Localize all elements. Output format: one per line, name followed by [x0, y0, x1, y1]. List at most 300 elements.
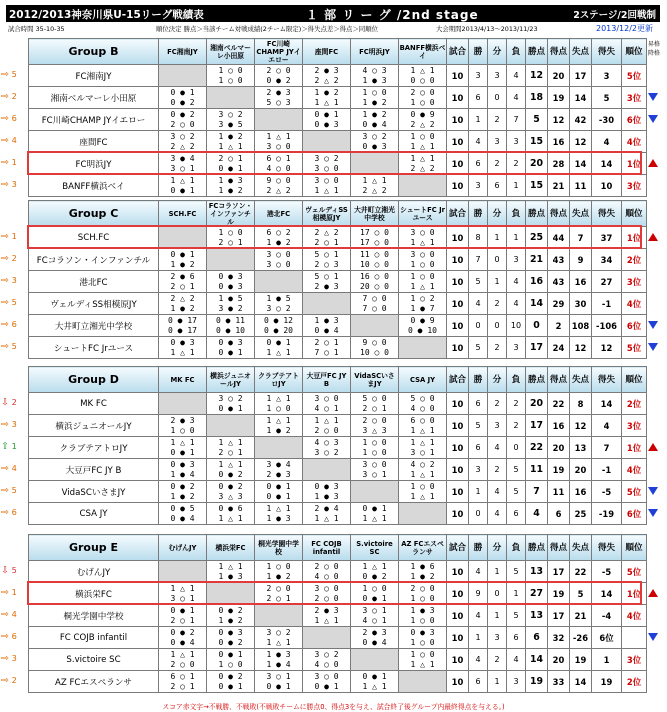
stat-goals-against: 108 — [570, 315, 592, 337]
team-row — [29, 481, 647, 503]
match-result-cell: 0 ● 3 0 ● 2 — [207, 627, 255, 649]
stat-goals-for: 21 — [548, 175, 570, 197]
stat-games: 10 — [447, 649, 469, 671]
promotion-triangle-icon — [648, 443, 658, 451]
column-header-stat: 負 — [507, 201, 526, 227]
team-name: 桐光学園中学校 — [29, 605, 159, 627]
stat-goals-against: 17 — [570, 65, 592, 87]
stat-points: 18 — [526, 87, 548, 109]
column-header-team: クラブテアトロJY — [255, 367, 303, 393]
movement-indicator — [1, 319, 23, 331]
stat-wins: 5 — [469, 337, 488, 359]
self-match-cell — [159, 65, 207, 87]
arrow-down-icon: ⇩ — [1, 397, 9, 408]
stat-points: 20 — [526, 393, 548, 415]
column-header-stat: 負 — [507, 367, 526, 393]
stat-losses: 1 — [507, 175, 526, 197]
self-match-cell — [303, 293, 351, 315]
previous-rank: 6 — [11, 507, 17, 517]
column-header-team: ヴェルディSS相模原JY — [303, 201, 351, 227]
match-result-cell: 0 ● 1 1 ○ 0 — [207, 649, 255, 671]
movement-indicator — [1, 565, 23, 577]
movement-indicator — [1, 397, 23, 409]
team-name: ヴェルディSS相模原JY — [29, 293, 159, 315]
column-header-stat: 勝 — [469, 201, 488, 227]
stat-losses: 5 — [507, 459, 526, 481]
stat-games: 10 — [447, 503, 469, 525]
self-match-cell — [351, 649, 399, 671]
match-result-cell: 0 ● 1 1 △ 1 — [351, 671, 399, 693]
relegation-triangle-icon — [648, 633, 658, 641]
stat-goals-for: 19 — [548, 583, 570, 605]
stat-wins: 8 — [469, 227, 488, 249]
title-right: 2ステージ/2回戦制 — [573, 10, 656, 21]
relegation-triangle-icon — [648, 487, 658, 495]
match-result-cell: 1 △ 1 1 ● 3 — [255, 503, 303, 525]
stat-goals-against: 42 — [570, 109, 592, 131]
stat-goal-diff: 12 — [592, 337, 622, 359]
stat-losses: 6 — [507, 503, 526, 525]
column-header-stat: 得失 — [592, 367, 622, 393]
stat-rank: 5位 — [622, 337, 647, 359]
stat-draws: 2 — [488, 649, 507, 671]
stat-points: 6 — [526, 627, 548, 649]
column-header-stat: 得点 — [548, 39, 570, 65]
stat-wins: 4 — [469, 605, 488, 627]
column-header-stat: 得点 — [548, 535, 570, 561]
stat-draws: 1 — [488, 271, 507, 293]
previous-rank: 3 — [11, 275, 17, 285]
stat-games: 10 — [447, 561, 469, 583]
match-result-cell: 3 ○ 1 4 ○ 1 — [351, 605, 399, 627]
match-result-cell: 0 ● 1 0 ● 3 — [303, 109, 351, 131]
stat-losses: 2 — [507, 153, 526, 175]
arrow-right-icon: ⇨ — [1, 113, 9, 124]
stat-draws: 2 — [488, 459, 507, 481]
column-header-stat: 順位 — [622, 39, 647, 65]
period: 大会期間2013/4/13〜2013/11/23 — [436, 25, 538, 33]
stat-goals-for: 29 — [548, 293, 570, 315]
stat-goals-for: 6 — [548, 503, 570, 525]
stat-points: 20 — [526, 153, 548, 175]
arrow-right-icon: ⇨ — [1, 319, 9, 330]
stat-losses: 2 — [507, 393, 526, 415]
info-bar — [6, 23, 660, 35]
group-table — [28, 200, 647, 359]
match-result-cell: 3 ● 4 3 ○ 1 — [159, 153, 207, 175]
movement-indicator — [1, 275, 23, 287]
match-result-cell: 2 ○ 1 0 ● 1 — [207, 153, 255, 175]
team-name: FC COJB infantil — [29, 627, 159, 649]
stat-wins: 6 — [469, 153, 488, 175]
match-result-cell: 0 ● 2 0 ● 1 — [207, 671, 255, 693]
stat-points: 25 — [526, 227, 548, 249]
stat-wins: 7 — [469, 249, 488, 271]
stat-goals-for: 16 — [548, 131, 570, 153]
match-result-cell: 3 ○ 0 0 ● 1 — [303, 671, 351, 693]
column-header-stat: 勝点 — [526, 39, 548, 65]
stat-games: 10 — [447, 65, 469, 87]
arrow-right-icon: ⇨ — [1, 609, 9, 620]
match-result-cell: 2 ● 4 1 △ 1 — [303, 503, 351, 525]
team-row — [29, 131, 647, 153]
column-header-stat: 負 — [507, 39, 526, 65]
column-header-stat: 失点 — [570, 201, 592, 227]
stat-goal-diff: -4 — [592, 605, 622, 627]
stat-goals-against: 16 — [570, 271, 592, 293]
match-result-cell: 2 ○ 0 1 ○ 0 — [399, 583, 447, 605]
stat-rank: 3位 — [622, 271, 647, 293]
stat-goals-for: 12 — [548, 109, 570, 131]
team-name: S.victoire SC — [29, 649, 159, 671]
team-name: FCコラソン・インファンチル — [29, 249, 159, 271]
previous-rank: 6 — [11, 113, 17, 123]
team-name: 大井町立湘光中学校 — [29, 315, 159, 337]
stat-goals-for: 24 — [548, 337, 570, 359]
column-header-stat: 分 — [488, 39, 507, 65]
self-match-cell — [159, 561, 207, 583]
column-header-team: シュートFC Jrユース — [399, 201, 447, 227]
match-result-cell: 1 ○ 2 1 ● 7 — [399, 293, 447, 315]
stat-goals-against: 14 — [570, 87, 592, 109]
self-match-cell — [351, 153, 399, 175]
stat-points: 19 — [526, 671, 548, 693]
match-result-cell: 1 △ 1 2 ○ 1 — [207, 437, 255, 459]
match-result-cell: 0 ● 5 0 ● 4 — [159, 503, 207, 525]
stat-goals-for: 43 — [548, 249, 570, 271]
stat-wins: 1 — [469, 481, 488, 503]
team-row — [29, 153, 647, 175]
stat-wins: 5 — [469, 415, 488, 437]
title-center: １ 部 リ ー グ /2nd stage — [306, 8, 479, 22]
column-header-stat: 得失 — [592, 535, 622, 561]
team-row — [29, 459, 647, 481]
column-header-stat: 勝点 — [526, 201, 548, 227]
column-header-team: 湘南ベルマーレ小田原 — [207, 39, 255, 65]
stat-goals-for: 20 — [548, 65, 570, 87]
match-result-cell: 1 △ 1 3 ○ 1 — [399, 437, 447, 459]
stat-losses: 4 — [507, 87, 526, 109]
stat-rank — [622, 627, 647, 649]
promotion-triangle-icon — [648, 159, 658, 167]
stat-draws: 1 — [488, 671, 507, 693]
column-header-stat: 分 — [488, 367, 507, 393]
group-name: Group B — [29, 39, 159, 65]
previous-rank: 3 — [11, 653, 17, 663]
match-result-cell: 2 ○ 0 2 ○ 1 — [255, 583, 303, 605]
stat-rank: 3位 — [622, 415, 647, 437]
match-result-cell: 0 ● 3 0 ● 3 — [207, 271, 255, 293]
self-match-cell — [399, 337, 447, 359]
stat-draws: 2 — [488, 153, 507, 175]
updated-date: 2013/12/2更新 — [596, 24, 654, 33]
column-header-team: MK FC — [159, 367, 207, 393]
stat-rank: 4位 — [622, 131, 647, 153]
column-header-stat: 得失 — [592, 201, 622, 227]
stat-points: 17 — [526, 337, 548, 359]
match-result-cell: 1 ● 5 3 ● 2 — [207, 293, 255, 315]
group-table — [28, 534, 647, 693]
stat-points: 12 — [526, 65, 548, 87]
stat-losses: 4 — [507, 293, 526, 315]
match-result-cell: 2 △ 2 2 ○ 1 — [303, 227, 351, 249]
match-result-cell: 2 △ 2 1 ● 2 — [159, 293, 207, 315]
stat-losses: 4 — [507, 649, 526, 671]
team-row — [29, 271, 647, 293]
stat-draws: 3 — [488, 415, 507, 437]
column-header-stat: 得失 — [592, 39, 622, 65]
stat-goal-diff: 3 — [592, 65, 622, 87]
match-result-cell: 1 ● 6 1 ● 2 — [399, 561, 447, 583]
stat-draws: 4 — [488, 437, 507, 459]
stat-losses: 5 — [507, 481, 526, 503]
match-result-cell: 0 ● 2 0 ● 4 — [159, 627, 207, 649]
stat-goals-for: 43 — [548, 271, 570, 293]
column-header-team: SCH.FC — [159, 201, 207, 227]
previous-rank: 2 — [11, 253, 17, 263]
stat-draws: 0 — [488, 87, 507, 109]
stat-rank: 6位 — [622, 109, 647, 131]
stat-goals-against: 22 — [570, 561, 592, 583]
column-header-stat: 勝点 — [526, 535, 548, 561]
stat-goals-for: 17 — [548, 605, 570, 627]
team-row — [29, 65, 647, 87]
arrow-right-icon: ⇨ — [1, 463, 9, 474]
match-result-cell: 3 ○ 2 3 ● 5 — [207, 109, 255, 131]
stat-goals-against: 12 — [570, 415, 592, 437]
stat-goals-against: 20 — [570, 459, 592, 481]
previous-rank: 2 — [11, 91, 17, 101]
match-result-cell: 0 ● 9 2 △ 2 — [399, 109, 447, 131]
stat-losses: 4 — [507, 271, 526, 293]
column-header-team: 座間FC — [303, 39, 351, 65]
stat-goal-diff: 1 — [592, 649, 622, 671]
stat-games: 10 — [447, 415, 469, 437]
stat-points: 27 — [526, 583, 548, 605]
column-header-team: 大豆戸FC JY B — [303, 367, 351, 393]
stat-goals-for: 44 — [548, 227, 570, 249]
stat-draws: 4 — [488, 481, 507, 503]
stat-points: 21 — [526, 249, 548, 271]
team-row — [29, 109, 647, 131]
stat-goals-against: 5 — [570, 583, 592, 605]
match-result-cell: 2 ● 6 2 ○ 1 — [159, 271, 207, 293]
match-result-cell: 0 ● 3 1 ● 4 — [159, 459, 207, 481]
stat-draws: 4 — [488, 503, 507, 525]
stat-wins: 9 — [469, 583, 488, 605]
match-result-cell: 1 ○ 0 1 ● 2 — [351, 87, 399, 109]
stat-rank: 1位 — [622, 583, 647, 605]
previous-rank: 5 — [11, 69, 17, 79]
stat-rank: 1位 — [622, 227, 647, 249]
column-header-team: VidaSCいさまJY — [351, 367, 399, 393]
self-match-cell — [207, 415, 255, 437]
stat-losses: 5 — [507, 561, 526, 583]
match-result-cell: 2 ○ 0 0 ● 2 — [255, 65, 303, 87]
stat-rank: 2位 — [622, 393, 647, 415]
arrow-right-icon: ⇨ — [1, 157, 9, 168]
team-name: CSA JY — [29, 503, 159, 525]
stat-losses: 3 — [507, 671, 526, 693]
stat-goals-for: 32 — [548, 627, 570, 649]
previous-rank: 6 — [11, 631, 17, 641]
stat-goals-for: 16 — [548, 415, 570, 437]
match-result-cell: 0 ● 1 0 ● 1 — [255, 481, 303, 503]
stat-points: 16 — [526, 271, 548, 293]
previous-rank: 3 — [11, 419, 17, 429]
column-header-stat: 得点 — [548, 201, 570, 227]
match-result-cell: 0 ● 1 1 △ 1 — [351, 503, 399, 525]
match-result-cell: 16 ○ 0 20 ○ 0 — [351, 271, 399, 293]
stat-draws: 2 — [488, 337, 507, 359]
self-match-cell — [399, 175, 447, 197]
match-result-cell: 9 ○ 0 2 △ 2 — [255, 175, 303, 197]
team-row — [29, 415, 647, 437]
team-row — [29, 249, 647, 271]
arrow-up-icon: ⇧ — [1, 441, 9, 452]
team-name: FC川崎CHAMP JYイエロー — [29, 109, 159, 131]
stat-goals-for: 22 — [548, 393, 570, 415]
previous-rank: 1 — [11, 157, 17, 167]
stat-draws: 1 — [488, 227, 507, 249]
column-header-stat: 勝 — [469, 367, 488, 393]
match-result-cell: 5 ○ 1 2 ● 3 — [303, 271, 351, 293]
match-result-cell: 2 ○ 0 4 ○ 0 — [303, 561, 351, 583]
match-result-cell: 1 ● 3 0 ● 4 — [303, 315, 351, 337]
stat-points: 11 — [526, 459, 548, 481]
self-match-cell — [351, 315, 399, 337]
match-result-cell: 1 ○ 0 1 △ 1 — [399, 271, 447, 293]
movement-indicator — [1, 157, 23, 169]
team-row — [29, 393, 647, 415]
relegation-triangle-icon — [648, 93, 658, 101]
movement-indicator — [1, 441, 23, 453]
previous-rank: 2 — [11, 397, 17, 407]
stat-wins: 4 — [469, 131, 488, 153]
match-result-cell: 1 ○ 0 1 ○ 0 — [351, 437, 399, 459]
match-result-cell: 6 ○ 1 4 ○ 0 — [255, 153, 303, 175]
self-match-cell — [399, 671, 447, 693]
stat-games: 10 — [447, 671, 469, 693]
match-result-cell: 3 ○ 0 2 ○ 0 — [303, 583, 351, 605]
match-result-cell: 5 ○ 0 2 ○ 1 — [351, 393, 399, 415]
stat-games: 10 — [447, 249, 469, 271]
stat-draws: 2 — [488, 109, 507, 131]
team-name: MK FC — [29, 393, 159, 415]
previous-rank: 5 — [11, 485, 17, 495]
match-result-cell: 1 △ 1 3 ○ 1 — [159, 583, 207, 605]
stat-rank: 2位 — [622, 249, 647, 271]
column-header-stat: 試合 — [447, 367, 469, 393]
self-match-cell — [303, 627, 351, 649]
stat-losses: 0 — [507, 437, 526, 459]
match-result-cell: 11 ○ 0 10 ○ 0 — [351, 249, 399, 271]
stat-games: 10 — [447, 293, 469, 315]
stat-losses: 2 — [507, 415, 526, 437]
stat-wins: 3 — [469, 65, 488, 87]
match-result-cell: 1 ● 2 0 ● 4 — [351, 109, 399, 131]
match-result-cell: 2 ● 3 5 ○ 3 — [255, 87, 303, 109]
stat-goal-diff: -106 — [592, 315, 622, 337]
match-result-cell: 3 ○ 2 4 ○ 0 — [303, 649, 351, 671]
stat-points: 22 — [526, 437, 548, 459]
stat-wins: 3 — [469, 459, 488, 481]
stat-losses: 3 — [507, 337, 526, 359]
column-header-team: 桐光学園中学校 — [255, 535, 303, 561]
stat-goal-diff: -19 — [592, 503, 622, 525]
stat-wins: 0 — [469, 503, 488, 525]
arrow-right-icon: ⇨ — [1, 253, 9, 264]
column-header-team: むげんJY — [159, 535, 207, 561]
stat-games: 10 — [447, 175, 469, 197]
stat-goals-for: 17 — [548, 561, 570, 583]
column-header-stat: 失点 — [570, 535, 592, 561]
match-result-cell: 1 △ 1 2 △ 2 — [399, 153, 447, 175]
group-name: Group D — [29, 367, 159, 393]
arrow-right-icon: ⇨ — [1, 275, 9, 286]
stat-goal-diff: -1 — [592, 459, 622, 481]
self-match-cell — [159, 227, 207, 249]
relegation-triangle-icon — [648, 509, 658, 517]
stat-goals-for: 11 — [548, 481, 570, 503]
stat-wins: 6 — [469, 671, 488, 693]
stat-rank: 5位 — [622, 65, 647, 87]
match-result-cell: 2 ● 3 0 ● 4 — [351, 627, 399, 649]
stat-goals-for: 20 — [548, 649, 570, 671]
match-result-cell: 2 ○ 0 1 ○ 0 — [399, 87, 447, 109]
match-result-cell: 3 ○ 2 0 ● 3 — [351, 131, 399, 153]
match-result-cell: 0 ● 3 1 ○ 0 — [399, 627, 447, 649]
match-result-cell: 1 △ 1 0 ● 1 — [159, 175, 207, 197]
match-result-cell: 3 ○ 2 0 ● 1 — [207, 393, 255, 415]
column-header-stat: 試合 — [447, 535, 469, 561]
previous-rank: 5 — [11, 341, 17, 351]
previous-rank: 2 — [11, 675, 17, 685]
match-result-cell: 3 ○ 0 4 ○ 1 — [303, 393, 351, 415]
arrow-right-icon: ⇨ — [1, 69, 9, 80]
match-result-cell: 3 ● 4 2 ● 3 — [255, 459, 303, 481]
stat-games: 10 — [447, 605, 469, 627]
movement-indicator — [1, 675, 23, 687]
team-row — [29, 583, 647, 605]
stat-points: 15 — [526, 131, 548, 153]
stat-rank: 1位 — [622, 153, 647, 175]
match-result-cell: 1 ● 3 1 ○ 0 — [399, 605, 447, 627]
previous-rank: 5 — [11, 297, 17, 307]
match-result-cell: 4 ○ 3 1 ● 3 — [351, 65, 399, 87]
match-result-cell: 3 ○ 0 1 △ 1 — [399, 227, 447, 249]
column-header-team: S.victoire SC — [351, 535, 399, 561]
match-result-cell: 1 △ 1 1 ● 3 — [207, 561, 255, 583]
stat-goals-against: 30 — [570, 293, 592, 315]
stat-games: 10 — [447, 393, 469, 415]
column-header-stat: 順位 — [622, 535, 647, 561]
stat-wins: 0 — [469, 315, 488, 337]
match-result-cell: 0 ● 6 1 △ 1 — [207, 503, 255, 525]
previous-rank: 1 — [11, 441, 17, 451]
stat-draws: 1 — [488, 561, 507, 583]
stat-rank: 3位 — [622, 175, 647, 197]
stat-goal-diff: 37 — [592, 227, 622, 249]
stat-wins: 1 — [469, 627, 488, 649]
arrow-right-icon: ⇨ — [1, 587, 9, 598]
movement-indicator — [1, 609, 23, 621]
match-result-cell: 0 ● 1 1 ● 2 — [159, 249, 207, 271]
column-header-team: AZ FCエスペランサ — [399, 535, 447, 561]
stat-goals-against: 12 — [570, 337, 592, 359]
team-name: むげんJY — [29, 561, 159, 583]
column-header-stat: 試合 — [447, 201, 469, 227]
